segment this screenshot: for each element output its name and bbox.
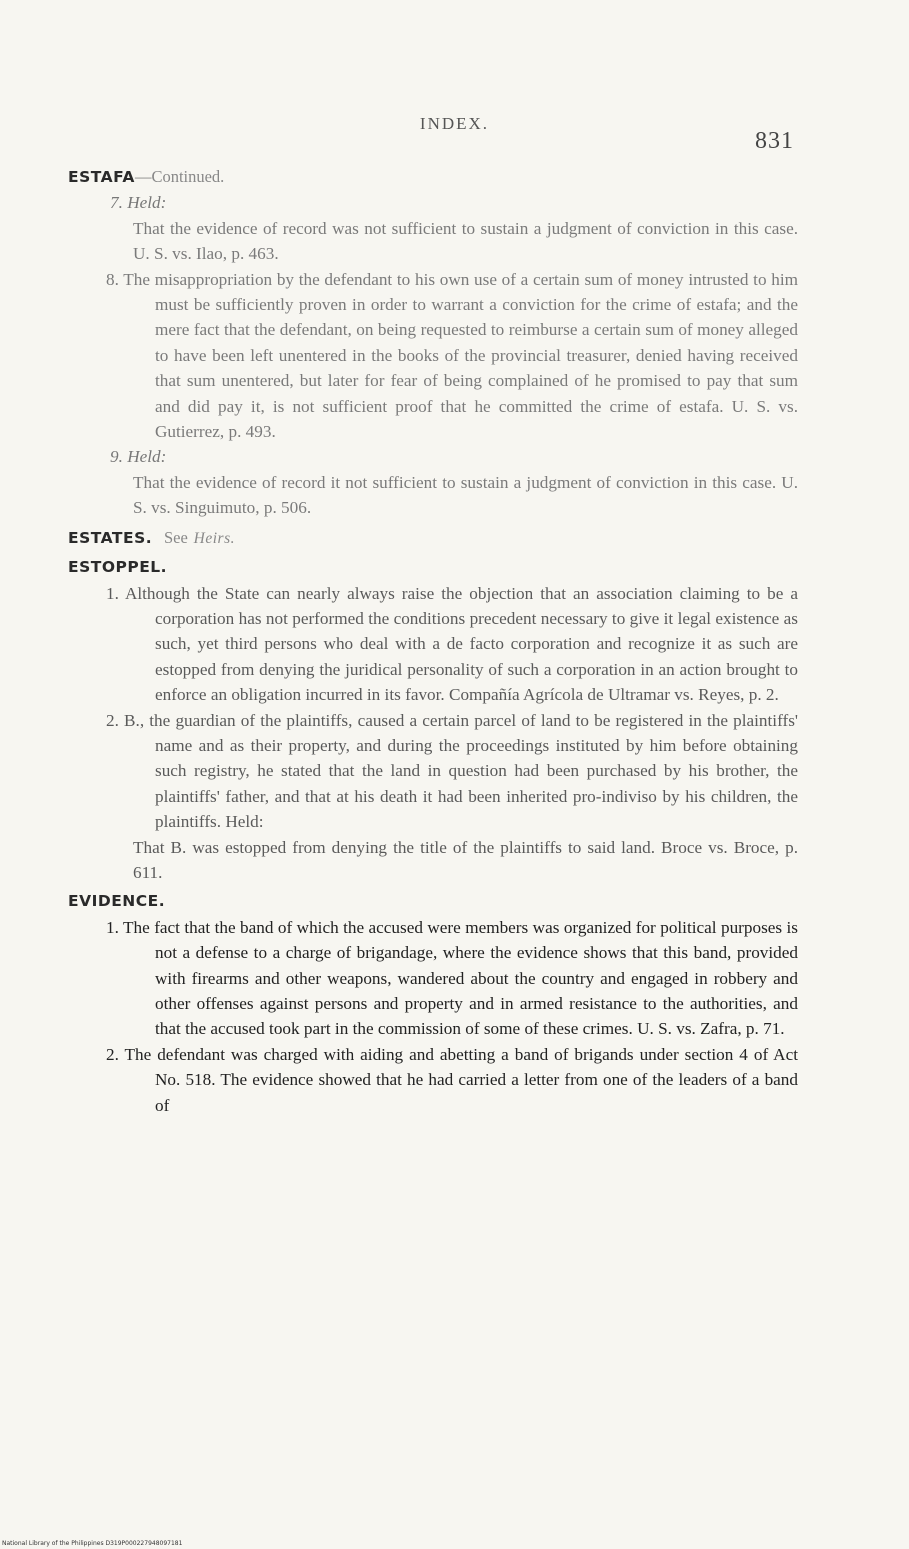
evidence-item-1-text: 1. The fact that the band of which the accused were members was organized for political purposes is not a defense to a charge of brigandage, where the evidence shows that this band, provided with firearms and other weapons, wandered about the country and engaged in robbery and other offenses against persons and property and in armed resistance to the authorities, and that the accused took part in the commission of some of these crimes. U. S. vs. Zafra, p. 71. — [106, 917, 798, 1039]
estafa-item-7-label: 7. Held: — [110, 193, 167, 213]
entry-heading-estates: ESTATES. See Heirs. — [68, 527, 235, 547]
entry-heading-evidence: EVIDENCE. — [68, 892, 166, 911]
estoppel-item-1-text: 1. Although the State can nearly always raise the objection that an association claiming to be a corporation has not performed the conditions precedent necessary to give it legal existence as such, yet third persons who deal with a de facto corporation and recognize it as such are estopped from denying the juridical personality of such a corporation in an action brought to enforce an obligation incurred in its favor. Compañía Agrícola de Ultramar vs. Reyes, p. 2. — [106, 583, 798, 705]
estafa-item-7-text: That the evidence of record was not sufficient to sustain a judgment of conviction in this case. U. S. vs. Ilao, p. 463. — [133, 218, 798, 264]
estoppel-item-2-holding: That B. was estopped from denying the title of the plaintiffs to said land. Broce vs. Broce, p. 611. — [133, 837, 798, 882]
estafa-item-9-label: 9. Held: — [110, 447, 167, 467]
running-head: INDEX. — [419, 114, 490, 133]
index-content — [68, 160, 798, 1118]
estafa-item-8-text: 8. The misappropriation by the defendant to his own use of a certain sum of money intrusted to him must be sufficiently proven in order to warrant a conviction for the crime of estafa; and the mere fact that the defendant, on being requested to reimburse a certain sum of money alleged to have been left unentered in the books of the provincial treasurer, denied having received that sum unentered, but later for fear of being complained of he promised to pay that sum and did pay it, is not sufficient proof that he committed the crime of estafa. U. S. vs. Gutierrez, p. 493. — [106, 269, 798, 442]
estoppel-item-2-text: 2. B., the guardian of the plaintiffs, caused a certain parcel of land to be registered in the plaintiffs' name and as their property, and during the proceedings instituted by him before obtaining such registry, he stated that the land in question had been purchased by his brother, the plaintiffs' father, and that at his death it had been inherited pro-indiviso by his children, the plaintiffs. Held: — [106, 710, 798, 832]
continued-label: —Continued. — [134, 167, 225, 186]
estafa-item-9-text: That the evidence of record it not sufficient to sustain a judgment of conviction in this case. U. S. vs. Singuimuto, p. 506. — [133, 472, 798, 518]
scan-footer: National Library of the Philippines D319P000227948097181 — [2, 1540, 183, 1547]
page-number: 831 — [755, 128, 794, 154]
see-reference: See — [163, 527, 188, 547]
evidence-item-2-text: 2. The defendant was charged with aiding and abetting a band of brigands under section 4 of Act No. 518. The evidence showed that he had carried a letter from one of the leaders of a band of — [106, 1044, 798, 1115]
entry-heading-estafa: ESTAFA—Continued. — [68, 167, 225, 186]
entry-heading-estoppel: ESTOPPEL. — [68, 558, 168, 577]
see-reference-target: Heirs. — [193, 529, 235, 547]
